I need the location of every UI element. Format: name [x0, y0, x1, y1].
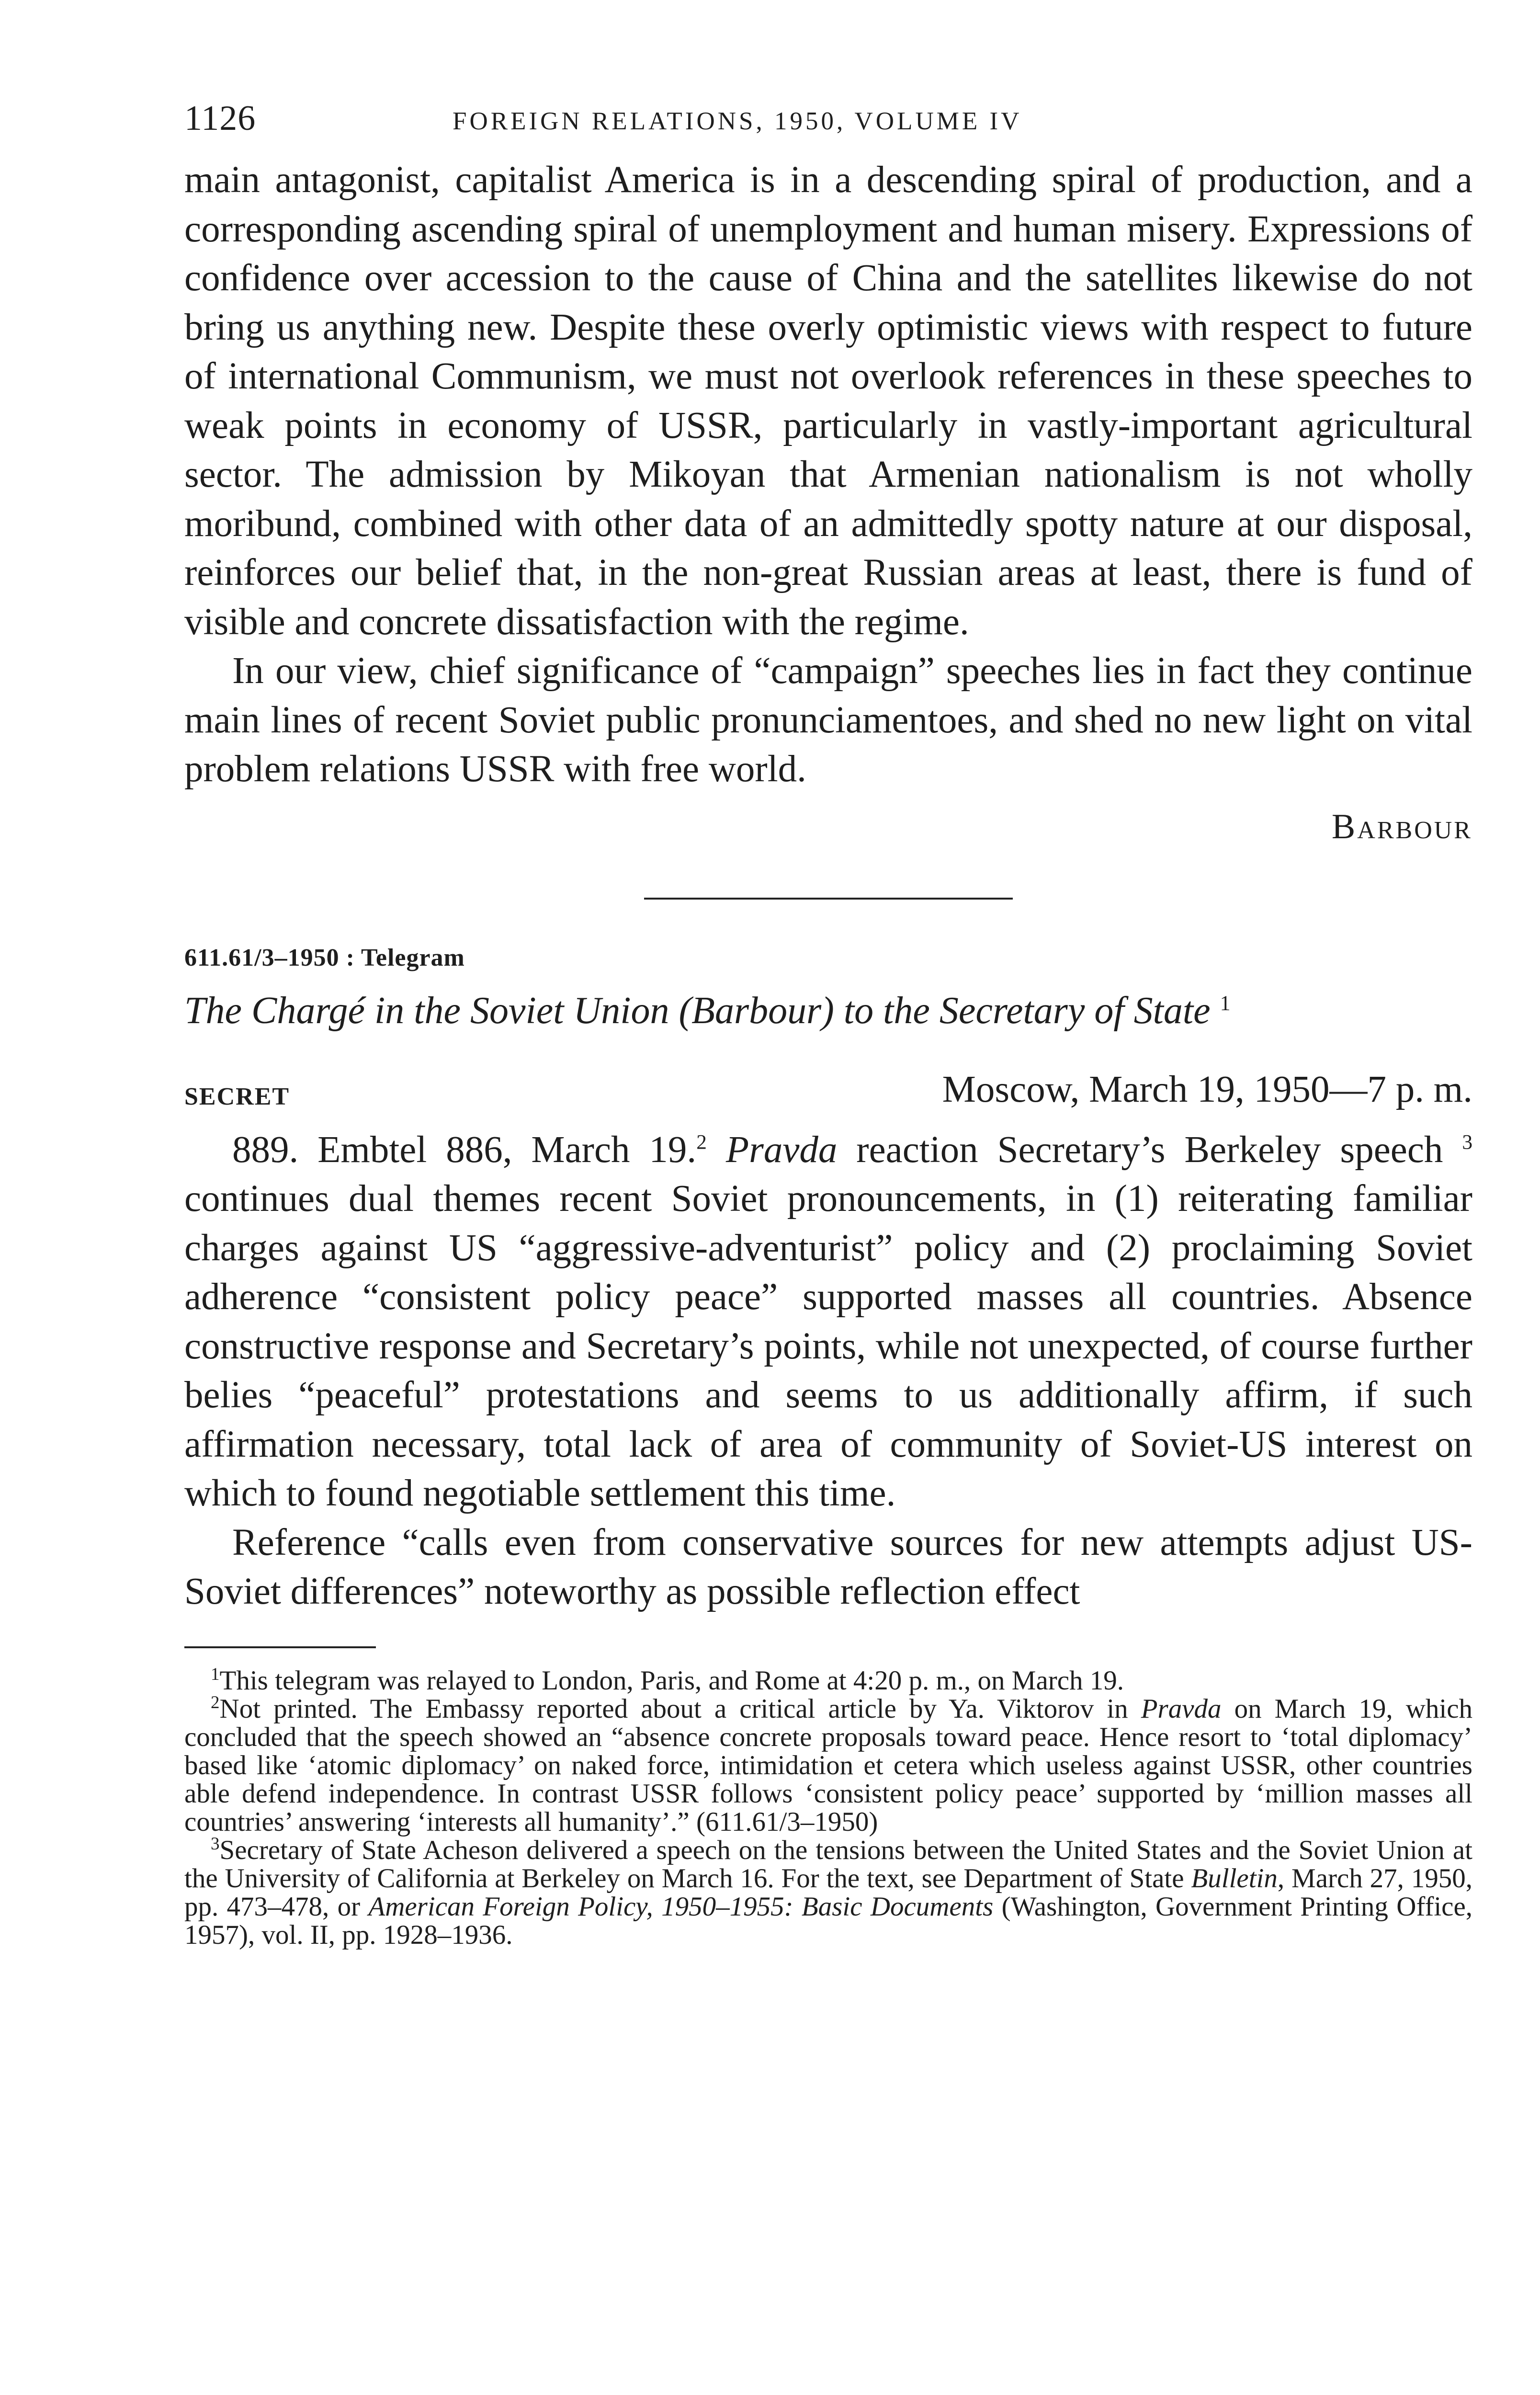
para1-mid: reaction Secretary’s Berkeley speech — [837, 1129, 1443, 1171]
footnote-3-number: 3 — [211, 1834, 220, 1854]
document-title-text: The Chargé in the Soviet Union (Barbour) to the Secretary of State — [184, 989, 1211, 1032]
para1-lead: 889. Embtel 886, March 19. — [232, 1129, 697, 1171]
dateline-row — [184, 1068, 1472, 1126]
file-reference: 611.61/3–1950 : Telegram — [184, 944, 465, 971]
footnote-2-pravda: Pravda — [1141, 1693, 1222, 1724]
footnote-mark-1: 1 — [1220, 991, 1231, 1015]
footnote-3-text-c: (Washington, Government Printing Office, 1957), vol. II, pp. 1928–1936. — [184, 1891, 1472, 1950]
footnote-2-number: 2 — [211, 1692, 220, 1712]
footnote-1 — [184, 1666, 1472, 1695]
closing-paragraph: In our view, chief significance of “campaign” speeches lies in fact they continue main lines of recent Soviet public pronunciamentoes, and shed no new light on vital problem relations USSR with free world. — [184, 650, 1472, 790]
document-title — [184, 987, 1472, 1059]
page-number: 1126 — [184, 99, 256, 138]
footnote-3 — [184, 1836, 1472, 1949]
footnote-mark-3: 3 — [1462, 1130, 1473, 1154]
section-divider — [644, 898, 1013, 900]
footnotes — [184, 1666, 1472, 1949]
telegram-paragraph-1 — [184, 1126, 1472, 1518]
dateline: Moscow, March 19, 1950—7 p. m. — [942, 1068, 1472, 1110]
pravda-title: Pravda — [725, 1129, 838, 1171]
footnote-3-afp-title: American Foreign Policy, 1950–1955: Basic Documents — [368, 1891, 994, 1922]
document-page — [184, 98, 1472, 1949]
footnote-3-bulletin: Bulletin — [1191, 1863, 1278, 1893]
footnote-mark-2: 2 — [696, 1130, 707, 1154]
footnote-3-text-b: , March 27, 1950, pp. 473–478, or — [184, 1863, 1473, 1922]
footnote-divider — [184, 1646, 376, 1648]
footnote-2 — [184, 1692, 1473, 1837]
footnote-2-text-a: Not printed. The Embassy reported about a critical article by Ya. Viktorov in — [219, 1693, 1141, 1724]
telegram-paragraph-2: Reference “calls even from conservative sources for new attempts adjust US-Soviet differences” noteworthy as possible reflection effect — [184, 1521, 1472, 1612]
running-title: FOREIGN RELATIONS, 1950, VOLUME IV — [453, 107, 1022, 135]
continued-paragraph: main antagonist, capitalist America is in a descending spiral of production, and a corresponding ascending spiral of unemployment and human misery. Expressions of confidence over accession to the cause of China and the satellites likewise do not bring us anything new. Despite these overly optimistic views with respect to future of international Communism, we must not overlook references in these speeches to weak points in economy of USSR, particularly in vastly-important agricultural sector. The admission by Mikoyan that Armenian nationalism is not wholly moribund, combined with other data of an admittedly spotty nature at our disposal, reinforces our belief that, in the non-great Russian areas at least, there is fund of visible and concrete dissatisfaction with the regime. — [184, 159, 1472, 643]
footnote-3-text-a: Secretary of State Acheson delivered a speech on the tensions between the United States and the Soviet Union at the University of California at Berkeley on March 16. For the text, see Department of State — [184, 1835, 1472, 1893]
footnote-1-text: This telegram was relayed to London, Paris, and Rome at 4:20 p. m., on March 19. — [219, 1665, 1124, 1696]
classification-label: SECRET — [184, 1083, 290, 1110]
footnote-2-text-b: on March 19, which concluded that the speech showed an “absence concrete proposals toward peace. Hence resort to ‘total diplomacy’ based like ‘atomic diplomacy’ on naked force, intimidation et cetera which useless against USSR, other countries able defend independence. In contrast USSR follows ‘consistent policy peace’ supported by ‘million masses all countries’ answering ‘interests all humanity’.” (611.61/3–1950) — [184, 1693, 1473, 1837]
signature-barbour: Barbour — [1331, 807, 1472, 846]
para1-rest: continues dual themes recent Soviet pronouncements, in (1) reiterating familiar charges against US “aggressive-adventurist” policy and (2) proclaiming Soviet adherence “consistent policy peace” supported masses all countries. Absence constructive response and Secretary’s points, while not unexpected, of course further belies “peaceful” protestations and seems to us additionally affirm, if such affirmation necessary, total lack of area of community of Soviet-US interest on which to found negotiable settlement this time. — [184, 1178, 1472, 1514]
footnote-1-number: 1 — [211, 1664, 220, 1684]
running-head — [184, 98, 1472, 156]
